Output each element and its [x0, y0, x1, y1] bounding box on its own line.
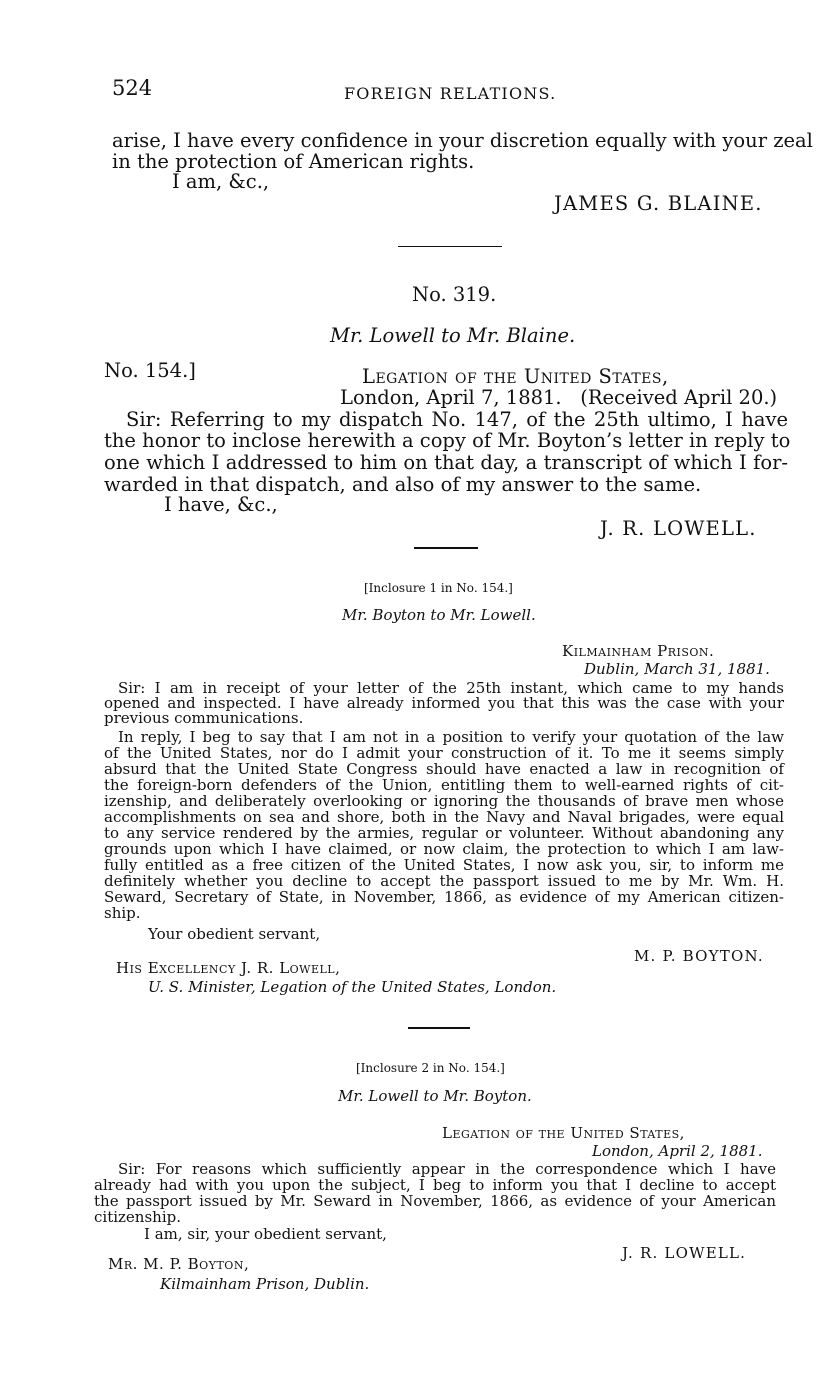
inclosure-2-addressee-location: Kilmainham Prison, Dublin. [160, 1275, 370, 1293]
inclosure-1-addressee-name: His Excellency J. R. Lowell, [116, 959, 341, 977]
inclosure-1-title: Mr. Boyton to Mr. Lowell. [342, 606, 536, 624]
prev-letter-signature: JAMES G. BLAINE. [554, 192, 763, 215]
inclosure-1-p2-line-5: izenship, and deliberately overlooking or ignoring the thousands of brave men whose [104, 792, 784, 810]
document-title: Mr. Lowell to Mr. Blaine. [330, 324, 576, 347]
inclosure-2-signature: J. R. LOWELL. [622, 1244, 747, 1262]
inclosure-1-p1-line-3: previous communications. [104, 709, 304, 727]
inclosure-1-p2-line-2: of the United States, nor do I admit your construction of it. To me it seems simply [104, 744, 784, 762]
inclosure-1-p1-line-2: opened and inspected. I have already informed you that this was the case with your [104, 694, 784, 712]
inclosure-2-date: London, April 2, 1881. [592, 1142, 763, 1160]
inclosure-2-p1-line-1: Sir: For reasons which sufficiently appear in the correspondence which I have [118, 1160, 776, 1178]
prev-letter-line-2: in the protection of American rights. [112, 150, 475, 173]
inclosure-2-p1-line-3: the passport issued by Mr. Seward in November, 1866, as evidence of your American [94, 1192, 776, 1210]
dispatch-date: London, April 7, 1881. (Received April 20.) [340, 386, 778, 409]
prev-letter-salutation: I am, &c., [172, 170, 270, 193]
inclosure-1-p2-line-6: accomplishments on sea and shore, both in the Navy and Naval brigades, were equal [104, 808, 784, 826]
dispatch-body-line-4: warded in that dispatch, and also of my answer to the same. [104, 473, 702, 496]
inclosure-1-p2-line-9: fully entitled as a free citizen of the United States, I now ask you, sir, to inform me [104, 856, 784, 874]
inclosure-1-p1-line-1: Sir: I am in receipt of your letter of the 25th instant, which came to my hands [118, 679, 784, 697]
inclosure-2-p1-line-2: already had with you upon the subject, I beg to inform you that I decline to accept [94, 1176, 776, 1194]
inclosure-1-place: Kilmainham Prison. [562, 642, 715, 660]
inclosure-1-addressee-title: U. S. Minister, Legation of the United States, London. [148, 978, 557, 996]
page-number: 524 [112, 76, 153, 100]
inclosure-2-label: [Inclosure 2 in No. 154.] [356, 1061, 505, 1075]
inclosure-1-p2-line-4: the foreign-born defenders of the Union, entitling them to well-earned rights of cit- [104, 776, 784, 794]
section-rule [414, 547, 478, 549]
dispatch-place: Legation of the United States, [362, 365, 669, 388]
inclosure-1-signature: M. P. BOYTON. [634, 947, 764, 965]
inclosure-1-p2-line-8: grounds upon which I have claimed, or now claim, the protection to which I am law- [104, 840, 784, 858]
dispatch-number: No. 154.] [104, 359, 196, 382]
inclosure-1-p2-line-10: definitely whether you decline to accept the passport issued to me by Mr. Wm. H. [104, 872, 784, 890]
inclosure-1-p2-line-3: absurd that the United State Congress should have enacted a law in recognition of [104, 760, 784, 778]
inclosure-2-p1-line-4: citizenship. [94, 1208, 181, 1226]
dispatch-body-line-1: Sir: Referring to my dispatch No. 147, of the 25th ultimo, I have [126, 408, 788, 431]
inclosure-1-p2-line-11: Seward, Secretary of State, in November, 1866, as evidence of my American citizen- [104, 888, 784, 906]
inclosure-2-place: Legation of the United States, [442, 1124, 685, 1142]
dispatch-signature: J. R. LOWELL. [600, 517, 757, 540]
inclosure-1-salutation: Your obedient servant, [148, 925, 321, 943]
section-rule [408, 1027, 470, 1029]
document-number: No. 319. [412, 283, 497, 306]
dispatch-body-line-2: the honor to inclose herewith a copy of Mr. Boyton’s letter in reply to [104, 429, 791, 452]
dispatch-salutation: I have, &c., [164, 493, 278, 516]
inclosure-2-salutation: I am, sir, your obedient servant, [144, 1225, 387, 1243]
inclosure-1-label: [Inclosure 1 in No. 154.] [364, 581, 513, 595]
section-rule [398, 246, 502, 247]
inclosure-2-addressee-name: Mr. M. P. Boyton, [108, 1255, 250, 1273]
inclosure-1-date: Dublin, March 31, 1881. [584, 660, 770, 678]
running-title: FOREIGN RELATIONS. [344, 84, 557, 103]
prev-letter-line-1: arise, I have every confidence in your discretion equally with your zeal [112, 129, 813, 152]
inclosure-1-p2-line-12: ship. [104, 904, 141, 922]
inclosure-1-p2-line-7: to any service rendered by the armies, regular or volunteer. Without abandoning any [104, 824, 784, 842]
inclosure-1-p2-line-1: In reply, I beg to say that I am not in a position to verify your quotation of the law [118, 728, 784, 746]
dispatch-body-line-3: one which I addressed to him on that day, a transcript of which I for- [104, 451, 788, 474]
inclosure-2-title: Mr. Lowell to Mr. Boyton. [338, 1087, 532, 1105]
